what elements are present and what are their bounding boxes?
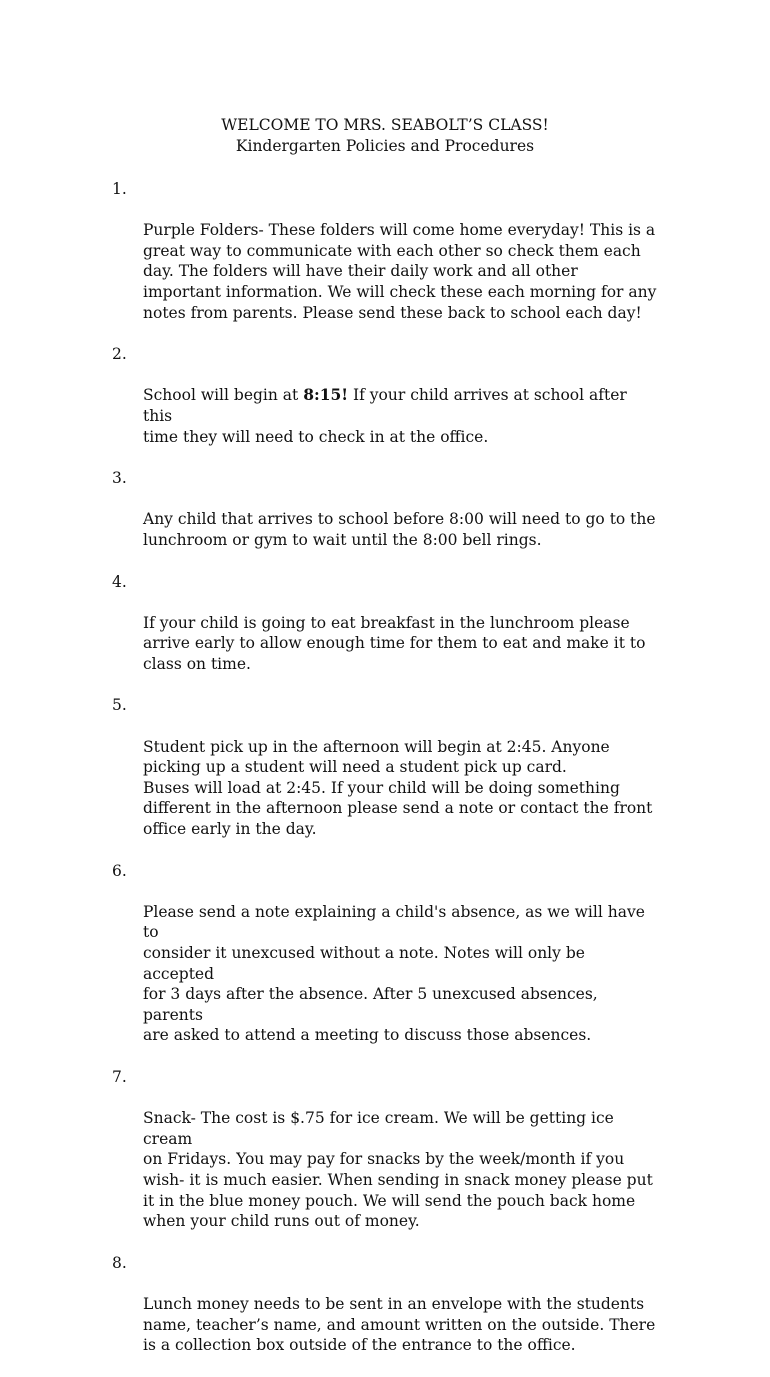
policy-item-2: [112, 344, 657, 447]
policy-item-1: [112, 179, 657, 323]
item-number: 4.: [112, 572, 127, 591]
policy-item-5: [112, 695, 657, 839]
item-text: If your child is going to eat breakfast in the lunchroom please arrive early to allow enough time for them to eat and make it to class on time.: [143, 613, 646, 673]
item-number: 7.: [112, 1067, 127, 1086]
policy-item-3: [112, 468, 657, 550]
item-text: Please send a note explaining a child's absence, as we will have to consider it unexcused without a note. Notes will only be accepted for 3 days after the absence. After 5 unexcused absences, parents are asked to attend a meeting to discuss those absences.: [143, 902, 645, 1045]
document-header: [0, 115, 770, 157]
item-number: 6.: [112, 861, 127, 880]
item-text: Snack- The cost is $.75 for ice cream. We will be getting ice cream on Fridays. You may pay for snacks by the week/month if you wish- it is much easier. When sending in snack money please put it in the blue money pouch. We will send the pouch back home when your child runs out of money.: [143, 1109, 653, 1231]
document-title: WELCOME TO MRS. SEABOLT’S CLASS!: [221, 116, 549, 134]
item-number: 3.: [112, 469, 127, 488]
item-number: 5.: [112, 696, 127, 715]
policy-item-6: [112, 861, 657, 1046]
item-text: Purple Folders- These folders will come home everyday! This is a great way to communicate with each other so check them each day. The folders will have their daily work and all other important information. We will check these each morning for any notes from parents. Please send these back to school each day!: [143, 221, 657, 322]
item-text: Lunch money needs to be sent in an envelope with the students name, teacher’s name, and amount written on the outside. There is a collection box outside of the entrance to the office.: [143, 1294, 656, 1355]
item-text: If your child arrives at school after this time they will need to check in at the office.: [143, 386, 627, 446]
item-number: 1.: [112, 180, 127, 198]
item-number: 8.: [112, 1253, 127, 1272]
policy-item-8: [112, 1253, 657, 1356]
policy-list: [112, 179, 657, 1377]
item-text: Student pick up in the afternoon will begin at 2:45. Anyone picking up a student will need a student pick up card. Buses will load at 2:45. If your child will be doing something different in the afternoon please send a note or contact the front office early in the day.: [143, 737, 653, 839]
document-subtitle: Kindergarten Policies and Procedures: [235, 137, 535, 155]
item-text: Any child that arrives to school before 8:00 will need to go to the lunchroom or gym to wait until the 8:00 bell rings.: [143, 510, 656, 549]
start-time-emphasis: 8:15!: [303, 385, 349, 405]
policy-item-4: [112, 572, 657, 675]
item-number: 2.: [112, 345, 127, 364]
item-text: School will begin at: [143, 386, 304, 405]
policy-item-7: [112, 1067, 657, 1232]
